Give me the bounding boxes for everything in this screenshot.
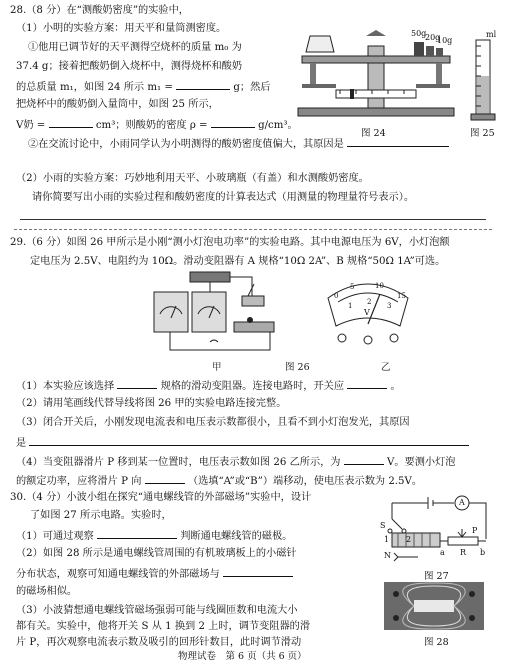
q29-blank-cause[interactable] <box>29 435 469 446</box>
circuit-label-1: 1 <box>384 535 390 544</box>
q28-blank-volume[interactable] <box>49 117 93 128</box>
weight-label-20g: 20g <box>425 33 441 42</box>
circuit-label-P: P <box>472 526 478 535</box>
q28-blank-density[interactable] <box>211 117 255 128</box>
q29-blank-rheostat[interactable] <box>117 378 157 389</box>
circuit-figure-jia <box>150 270 280 356</box>
circuit-label-a: a <box>440 548 445 557</box>
q29-line4: （2）请用笔画线代替导线将图 26 甲的实验电路连接完整。 <box>16 398 287 409</box>
q30-line8: 都有关。实验中，他将开关 S 从 1 换到 2 上时，调节变阻器的滑 <box>16 621 311 632</box>
q29-line6 <box>16 435 469 450</box>
q28-line2: ①他用已调节好的天平测得空烧杯的质量 m₀ 为 <box>28 42 242 53</box>
q30-line3 <box>16 528 292 543</box>
q28-line3: 37.4 g；接着把酸奶倒入烧杯中，测得烧杯和酸奶 <box>16 61 243 72</box>
q28-answer-line[interactable] <box>20 219 486 220</box>
q28-line4 <box>16 79 270 94</box>
q29-line3 <box>16 378 401 393</box>
q29-l8-tail: （选填“A”或“B”）端移动，使电压表示数为 2.5V。 <box>187 476 423 487</box>
circuit-label-R: R <box>460 548 467 557</box>
q29-l7-tail: V。要测小灯泡 <box>387 457 456 468</box>
q29-l7-text: （4）当变阻器滑片 P 移到某一位置时，电压表示数如图 26 乙所示，为 <box>16 457 341 468</box>
magnetic-field-photo <box>384 582 484 630</box>
q29-l3-text: （1）本实验应该选择 <box>16 381 115 392</box>
figure-27-caption: 图 27 <box>424 571 449 582</box>
q29-line2: 定电压为 2.5V、电阻约为 10Ω。滑动变阻器有 A 规格“10Ω 2A”、B 规格“50Ω 1A”可选。 <box>30 256 446 267</box>
circuit-label-b: b <box>480 548 486 557</box>
weight-label-10g: 10g <box>437 36 453 45</box>
q29-line8 <box>16 473 422 488</box>
q29-line7 <box>16 454 455 469</box>
q28-l4-text: 的总质量 m₁，如图 24 所示 m₁ = <box>16 82 173 93</box>
figure-28-caption: 图 28 <box>424 637 449 648</box>
q28-line6 <box>16 117 298 132</box>
weight-label-50g: 50g <box>411 29 427 38</box>
q28-l6-mid: cm³；则酸奶的密度 ρ = <box>95 120 208 131</box>
circuit-label-2: 2 <box>406 535 412 544</box>
q28-l6-text: V奶 = <box>16 120 46 131</box>
q30-line1: 30.（4 分）小波小组在探究“通电螺线管的外部磁场”实验中，设计 <box>10 492 312 503</box>
dial-tick-10: 10 <box>375 282 384 290</box>
q30-l3-text: （1）可通过观察 <box>16 531 94 542</box>
q29-blank-switch[interactable] <box>347 378 387 389</box>
q28-line9: 请你简要写出小雨的实验过程和酸奶密度的计算表达式（用测量的物理量符号表示）。 <box>32 192 415 203</box>
figure-26-yi-label: 乙 <box>381 362 391 373</box>
q28-line7 <box>28 136 449 151</box>
dial-tick-5: 5 <box>350 283 355 291</box>
q30-line2: 了如图 27 所示电路。实验时， <box>30 510 172 521</box>
q29-line1: 29.（6 分）如图 26 甲所示是小刚“测小灯泡电功率”的实验电路。其中电源电压为 6V，小灯泡额 <box>10 237 450 248</box>
dial-unit: V <box>364 308 370 317</box>
figure-26-jia-label: 甲 <box>212 362 222 373</box>
q30-blank-observe[interactable] <box>97 528 177 539</box>
q29-l8-text: 的额定功率，应将滑片 P 向 <box>16 476 142 487</box>
q29-l3-mid: 规格的滑动变阻器。连接电路时，开关应 <box>160 381 345 392</box>
q30-line5 <box>16 566 293 581</box>
figure-24-caption: 图 24 <box>361 128 386 139</box>
page-footer: 物理试卷 第 6 页（共 6 页） <box>178 651 307 662</box>
q28-l4-tail: g；然后 <box>233 82 271 93</box>
dial-tick-2: 2 <box>367 298 372 306</box>
q30-line4: （2）如图 28 所示是通电螺线管周围的有机玻璃板上的小磁针 <box>16 548 297 559</box>
q30-blank-similar[interactable] <box>223 566 293 577</box>
figure-26-caption: 图 26 <box>285 362 310 373</box>
q28-blank-m1[interactable] <box>176 79 230 90</box>
circuit-label-S: S <box>380 521 386 530</box>
q28-line8: （2）小雨的实验方案：巧妙地利用天平、小玻璃瓶（有盖）和水测酸奶密度。 <box>16 173 369 184</box>
divider-28-29 <box>14 229 492 230</box>
q30-l3-tail: 判断通电螺线管的磁极。 <box>180 531 293 542</box>
q29-l6-text: 是 <box>16 438 27 449</box>
q29-blank-direction[interactable] <box>145 473 185 484</box>
q30-line7: （3）小波猜想通电螺线管磁场强弱可能与线圈匝数和电流大小 <box>16 605 298 616</box>
q28-l6-tail: g/cm³。 <box>258 120 298 131</box>
q29-l3-tail: 。 <box>390 381 401 392</box>
q30-line6: 的磁场相似。 <box>16 586 78 597</box>
dial-tick-1: 1 <box>348 302 353 310</box>
graduated-cylinder-figure <box>470 36 500 124</box>
q28-line5: 把烧杯中的酸奶倒入量筒中，如图 25 所示， <box>16 99 219 110</box>
q28-head: 28.（8 分）在“测酸奶密度”的实验中， <box>10 5 189 16</box>
cylinder-unit: ml <box>486 30 497 39</box>
q28-line1: （1）小明的实验方案：用天平和量筒测密度。 <box>16 23 227 34</box>
ammeter-label-A: A <box>459 498 465 507</box>
q30-line9: 片 P，再次观察电流表示数及吸引的回形针数目，此时调节滑动 <box>16 637 302 648</box>
q30-l5-text: 分布状态，观察可知通电螺线管的外部磁场与 <box>16 569 220 580</box>
q28-l7-text: ②在交流讨论中，小雨同学认为小明测得的酸奶密度值偏大，其原因是 <box>28 139 344 150</box>
figure-25-caption: 图 25 <box>470 128 495 139</box>
dial-tick-0: 0 <box>334 292 339 300</box>
q29-line5: （3）闭合开关后，小刚发现电流表和电压表示数都很小，且看不到小灯泡发光，其原因 <box>16 417 410 428</box>
q29-blank-voltage[interactable] <box>344 454 384 465</box>
dial-tick-3: 3 <box>387 302 392 310</box>
dial-tick-15: 15 <box>397 292 406 300</box>
circuit-label-N: N <box>384 551 391 560</box>
